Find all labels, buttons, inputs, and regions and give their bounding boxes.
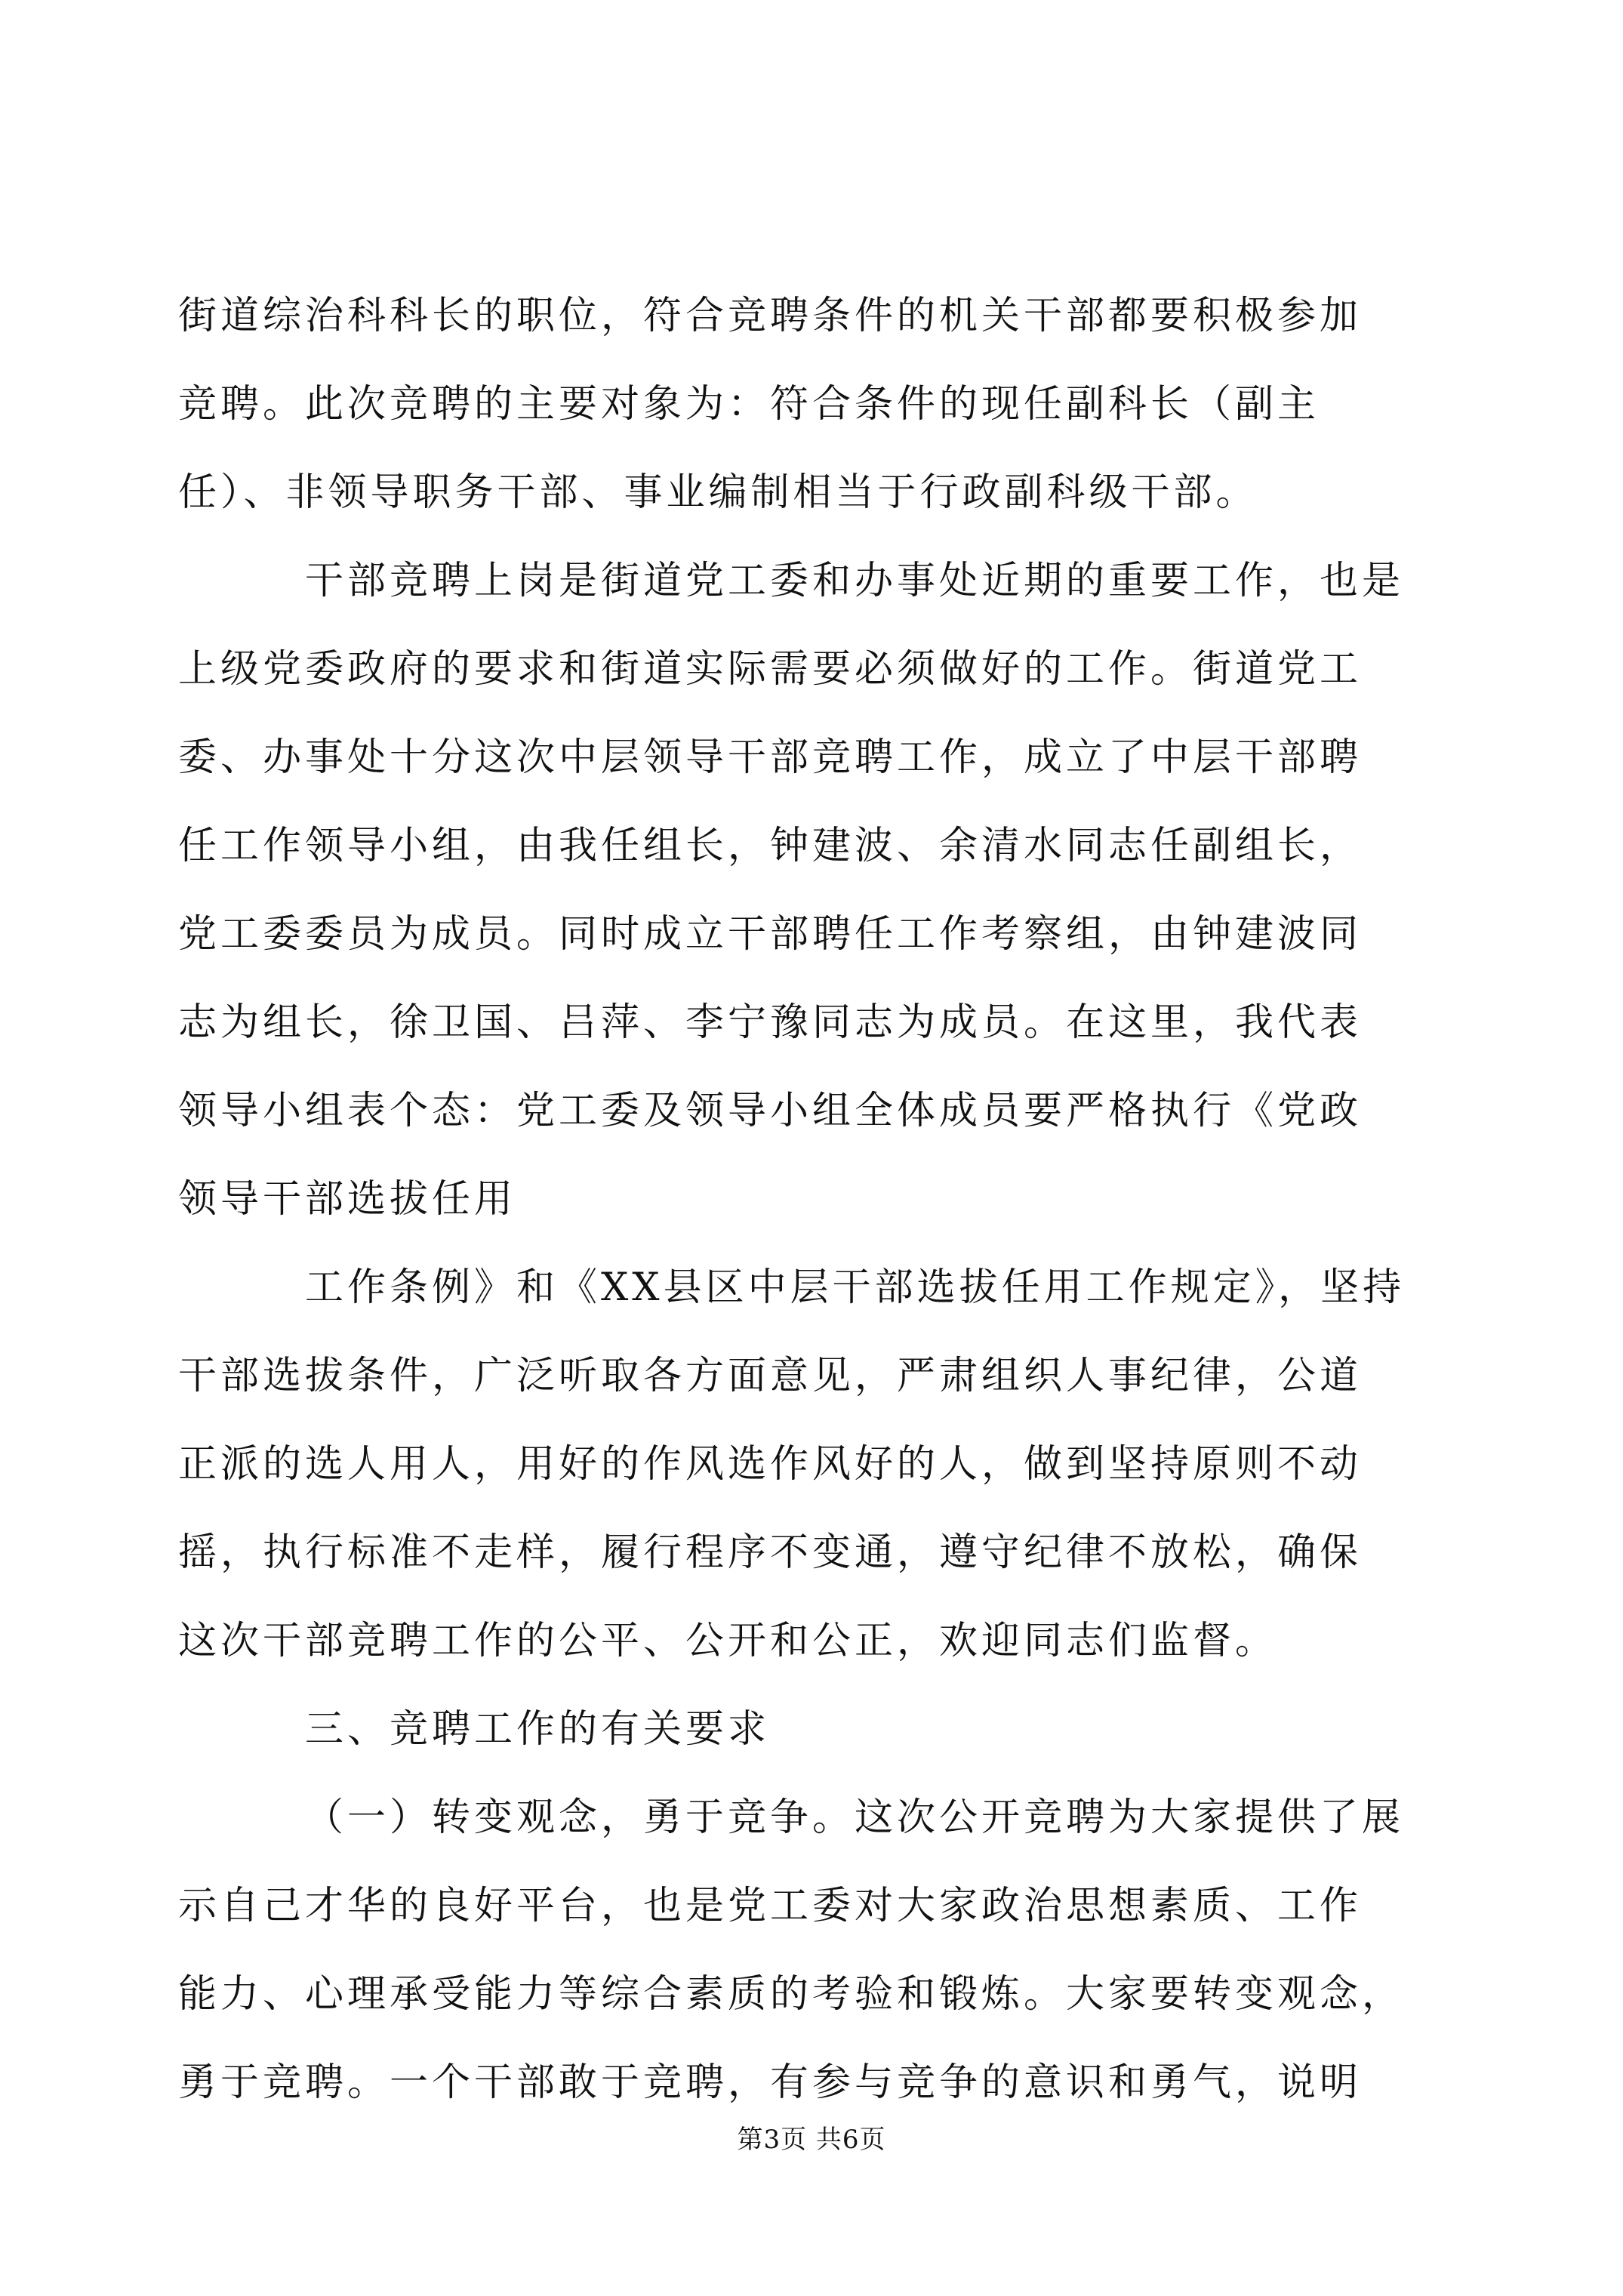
text-line: 上级党委政府的要求和街道实际需要必须做好的工作。街道党工: [178, 647, 1363, 692]
text-line: 领导小组表个态：党工委及领导小组全体成员要严格执行《党政: [178, 1089, 1363, 1133]
text-line: 领导干部选拔任用: [178, 1177, 517, 1222]
text-line: 任）、非领导职务干部、事业编制相当于行政副科级干部。: [178, 470, 1258, 515]
text-line: 任工作领导小组，由我任组长，钟建波、余清水同志任副组长，: [178, 824, 1363, 868]
text-line: 委、办事处十分这次中层领导干部竞聘工作，成立了中层干部聘: [178, 735, 1363, 780]
text-line: 勇于竞聘。一个干部敢于竞聘，有参与竞争的意识和勇气，说明: [178, 2060, 1363, 2105]
text-line: 党工委委员为成员。同时成立干部聘任工作考察组，由钟建波同: [178, 912, 1363, 957]
text-line: 这次干部竞聘工作的公平、公开和公正，欢迎同志们监督。: [178, 1619, 1278, 1663]
page-footer: 第3页 共6页: [737, 2125, 886, 2155]
text-line: 摇，执行标准不走样，履行程序不变通，遵守纪律不放松，确保: [178, 1530, 1363, 1575]
text-line: 竞聘。此次竞聘的主要对象为：符合条件的现任副科长（副主: [178, 382, 1320, 427]
text-line: 街道综治科科长的职位，符合竞聘条件的机关干部都要积极参加: [178, 294, 1363, 338]
paragraph-first-line: 干部竞聘上岗是街道党工委和办事处近期的重要工作，也是: [305, 559, 1405, 603]
text-line: 干部选拔条件，广泛听取各方面意见，严肃组织人事纪律，公道: [178, 1354, 1363, 1398]
text-line: 志为组长，徐卫国、吕萍、李宁豫同志为成员。在这里，我代表: [178, 1000, 1363, 1045]
text-line: 正派的选人用人，用好的作风选作风好的人，做到坚持原则不动: [178, 1442, 1363, 1487]
paragraph-first-line: 工作条例》和《XX县区中层干部选拔任用工作规定》，坚持: [305, 1265, 1406, 1310]
text-line: 示自己才华的良好平台，也是党工委对大家政治思想素质、工作: [178, 1884, 1363, 1928]
document-body: [178, 272, 1446, 2127]
text-line: 能力、心理承受能力等综合素质的考验和锻炼。大家要转变观念，: [178, 1972, 1405, 2017]
section-heading: 三、竞聘工作的有关要求: [305, 1707, 771, 1752]
paragraph-first-line: （一）转变观念，勇于竞争。这次公开竞聘为大家提供了展: [305, 1795, 1405, 1840]
